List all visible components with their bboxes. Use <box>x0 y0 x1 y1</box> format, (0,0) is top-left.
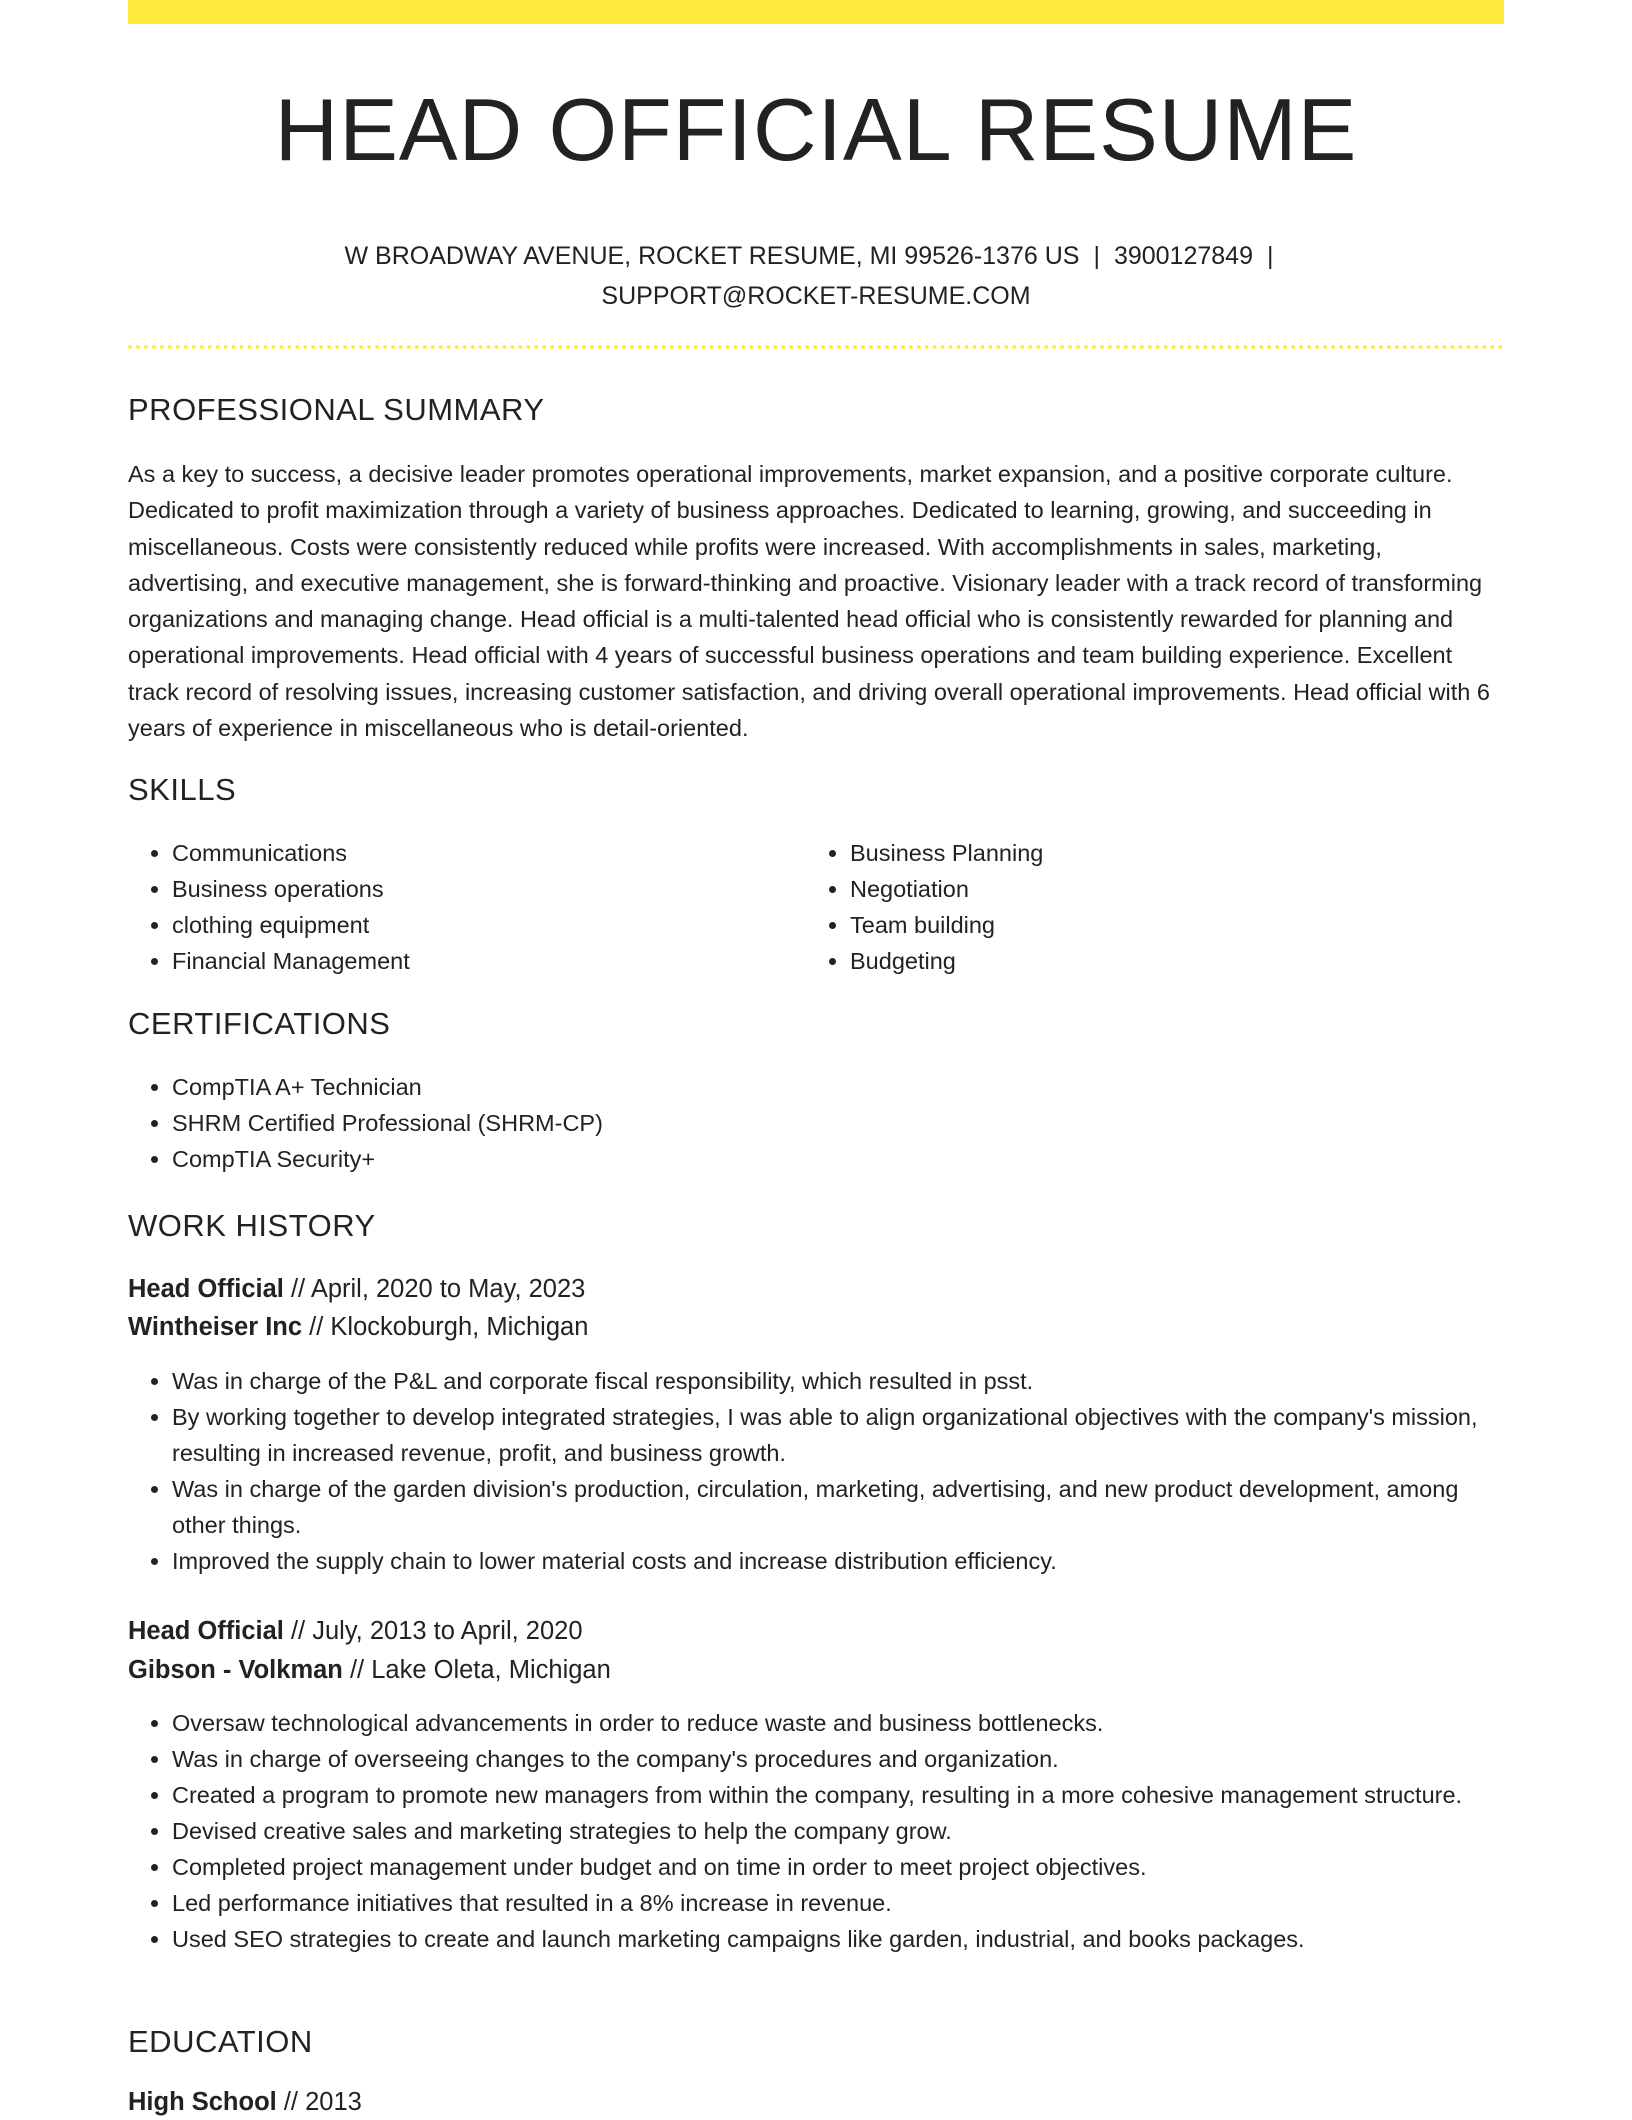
degree: High School <box>128 2088 277 2116</box>
job-company-line <box>128 1652 611 1688</box>
job-company: Wintheiser Inc <box>128 1313 303 1341</box>
list-item: • Led performance initiatives that resulted in a 8% increase in revenue. <box>172 1885 1504 1921</box>
list-item: • Completed project management under budget and on time in order to meet project objectives. <box>172 1849 1504 1885</box>
separator: | <box>1093 242 1100 270</box>
list-item: • Business Planning <box>850 835 1450 871</box>
job-title-line <box>128 1271 585 1307</box>
phone: 3900127849 <box>1113 242 1253 270</box>
skills-list-right <box>806 835 1450 979</box>
job-location: // Klockoburgh, Michigan <box>302 1313 589 1341</box>
list-item: • CompTIA Security+ <box>172 1141 1548 1177</box>
list-item: • Was in charge of the P&L and corporate fiscal responsibility, which resulted in psst. <box>172 1363 1504 1399</box>
section-title-skills: SKILLS <box>128 772 237 807</box>
list-item: • Oversaw technological advancements in order to reduce waste and business bottlenecks. <box>172 1705 1504 1741</box>
list-item: • clothing equipment <box>172 907 772 943</box>
list-item: • By working together to develop integrated strategies, I was able to align organizational objectives with the company's mission, resulting in increased revenue, profit, and business growth. <box>172 1399 1504 1471</box>
list-item: • Team building <box>850 907 1450 943</box>
job-company-line <box>128 1309 588 1345</box>
section-title-summary: PROFESSIONAL SUMMARY <box>128 392 545 427</box>
contact-info <box>260 236 1372 316</box>
dotted-divider <box>128 345 1504 349</box>
skills-list-left <box>128 835 772 979</box>
address: W BROADWAY AVENUE, ROCKET RESUME, MI 99526-1376 US <box>344 242 1080 270</box>
job-bullets <box>128 1705 1504 1957</box>
list-item: • Negotiation <box>850 871 1450 907</box>
separator: | <box>1266 242 1274 270</box>
list-item: • Improved the supply chain to lower material costs and increase distribution efficiency. <box>172 1543 1504 1579</box>
job-dates: // July, 2013 to April, 2020 <box>283 1617 583 1645</box>
list-item: • Devised creative sales and marketing strategies to help the company grow. <box>172 1813 1504 1849</box>
list-item: • Created a program to promote new managers from within the company, resulting in a more cohesive management structure. <box>172 1777 1504 1813</box>
section-title-education: EDUCATION <box>128 2024 313 2059</box>
list-item: • Was in charge of overseeing changes to the company's procedures and organization. <box>172 1741 1504 1777</box>
certifications-list <box>128 1069 1548 1177</box>
list-item: • SHRM Certified Professional (SHRM-CP) <box>172 1105 1548 1141</box>
job-title-line <box>128 1613 583 1649</box>
list-item: • Financial Management <box>172 943 772 979</box>
summary-text: As a key to success, a decisive leader promotes operational improvements, market expansion, and a positive corporate culture. Dedicated to profit maximization through a variety of business approaches. Dedicated to learning, growing, and succeeding in miscellaneous. Costs were consistently reduced while profits were increased. With accomplishments in sales, marketing, advertising, and executive management, she is forward-thinking and proactive. Visionary leader with a track record of transforming organizations and managing change. Head official is a multi-talented head official who is consistently rewarded for planning and operational improvements. Head official with 4 years of successful business operations and team building experience. Excellent track record of resolving issues, increasing customer satisfaction, and driving overall operational improvements. Head official with 6 years of experience in miscellaneous who is detail-oriented. <box>128 461 1490 742</box>
job-role: Head Official <box>128 1275 284 1303</box>
list-item: • CompTIA A+ Technician <box>172 1069 1548 1105</box>
accent-bar <box>128 0 1504 24</box>
education-year: // 2013 <box>276 2088 362 2116</box>
job-location: // Lake Oleta, Michigan <box>342 1656 611 1684</box>
list-item: • Budgeting <box>850 943 1450 979</box>
list-item: • Communications <box>172 835 772 871</box>
job-bullets <box>128 1363 1504 1579</box>
job-dates: // April, 2020 to May, 2023 <box>283 1275 586 1303</box>
list-item: • Used SEO strategies to create and launch marketing campaigns like garden, industrial, and books packages. <box>172 1921 1504 1957</box>
job-role: Head Official <box>128 1617 284 1645</box>
job-company: Gibson - Volkman <box>128 1656 343 1684</box>
email: SUPPORT@ROCKET-RESUME.COM <box>601 282 1031 310</box>
resume-title: HEAD OFFICIAL RESUME <box>274 80 1358 179</box>
section-title-work-history: WORK HISTORY <box>128 1208 376 1243</box>
list-item: • Was in charge of the garden division's production, circulation, marketing, advertising, and new product development, among other things. <box>172 1471 1504 1543</box>
education-line <box>128 2084 362 2120</box>
section-title-certifications: CERTIFICATIONS <box>128 1006 391 1041</box>
list-item: • Business operations <box>172 871 772 907</box>
